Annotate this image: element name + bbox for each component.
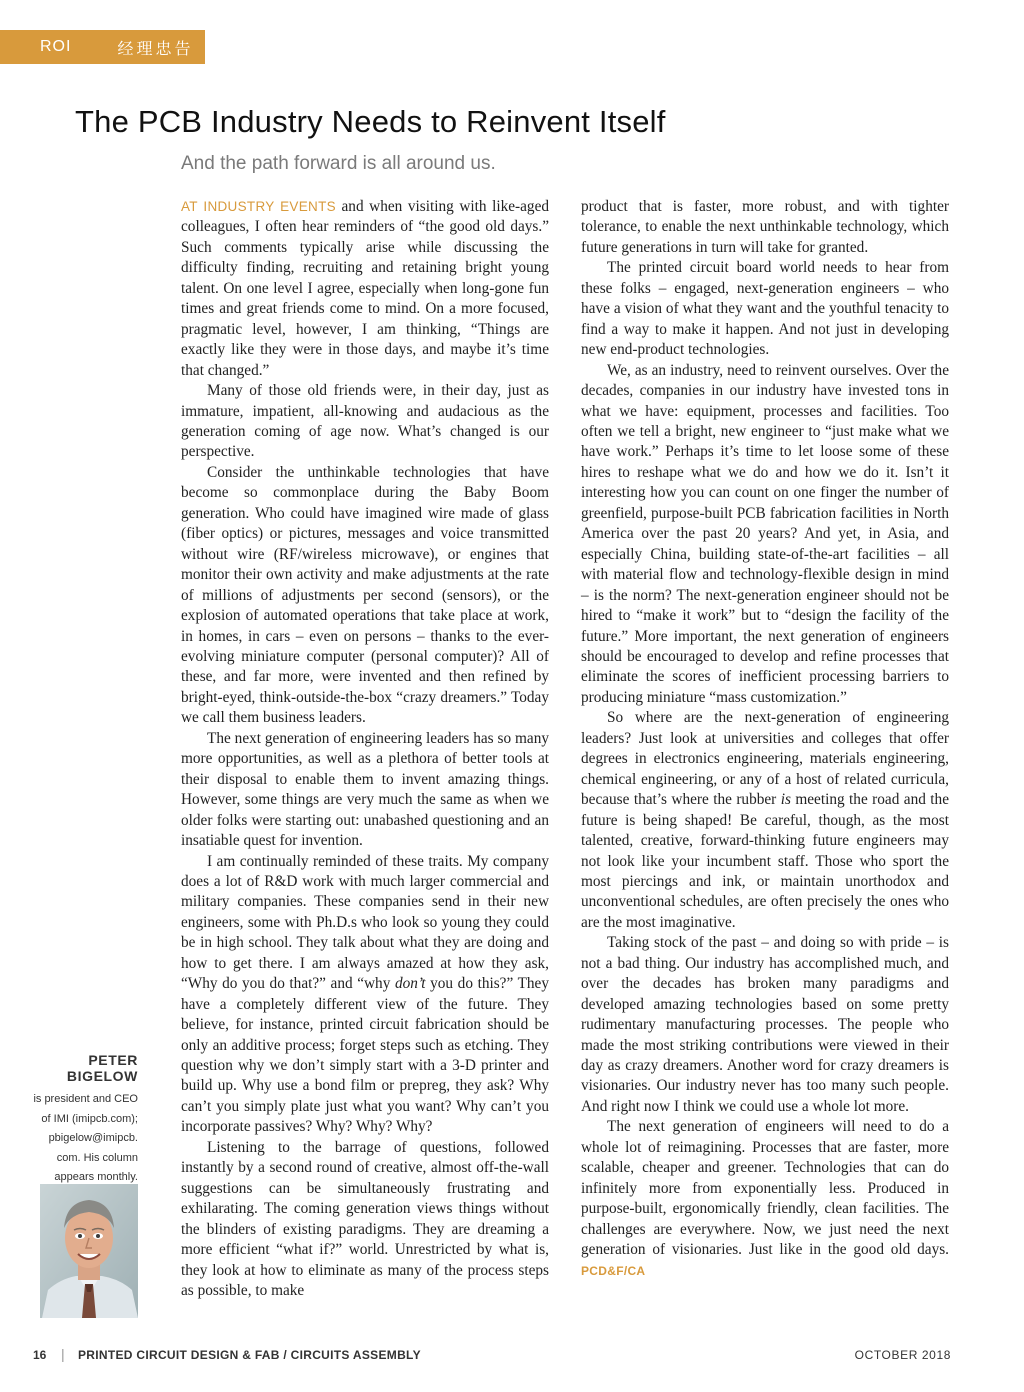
- article-paragraph: [581, 708, 949, 933]
- issue-date: OCTOBER 2018: [854, 1348, 951, 1362]
- paragraph-text: I am continually reminded of these traits. My company does a lot of R&D work with much larger commercial and military companies. These companies send in their new engineers, some with Ph.D.s who look so young they could be in high school. They talk about what they are doing and how to get there. I am always amazed at how they ask, “Why do you do that?” and “why: [181, 852, 549, 993]
- article-paragraph: We, as an industry, need to reinvent ourselves. Over the decades, companies in our industry have invested tons in what we have: equipment, processes and facilities. Too often we tell a bright, new engineer to “just make what we have work.” Perhaps it’s time to let loose some of these hires to reshape what we do and how we do it. Isn’t it interesting how you can count on one finger the number of greenfield, purpose-built PCB fabrication facilities in North America over the past 20 years? And yet, in Asia, and especially China, building state-of-the-art facilities – all with material flow and technology-flexible design in mind – is the norm? The next-generation engineer should not be hired to “make it work” but to “design the facility of the future.” More important, the next generation of engineers should be encouraged to develop and refine processes that eliminate the scores of inefficient processing barriers to producing miniature “mass customization.”: [581, 361, 949, 706]
- author-box: [20, 1052, 138, 1188]
- article-title: The PCB Industry Needs to Reinvent Itself: [75, 104, 666, 139]
- article-paragraph: product that is faster, more robust, and with tighter tolerance, to enable the next unthinkable technology, which future generations in turn will take for granted.: [581, 198, 949, 256]
- author-bio-line: pbigelow@imipcb.: [48, 1132, 138, 1145]
- author-bio-line: of IMI (imipcb.com);: [41, 1112, 138, 1125]
- author-portrait-graphic: [40, 1184, 138, 1318]
- article-column-right: [581, 197, 949, 1281]
- article-paragraph: Many of those old friends were, in their day, just as immature, impatient, all-knowing and audacious as the generation coming of age now. What’s changed is our perspective.: [181, 382, 549, 461]
- footer-separator: |: [61, 1346, 65, 1362]
- publication-name: PRINTED CIRCUIT DESIGN & FAB / CIRCUITS ASSEMBLY: [78, 1348, 421, 1362]
- signoff: PCD&F/CA: [581, 1263, 646, 1278]
- page-number: 16: [33, 1348, 47, 1362]
- emphasis-text: don’t: [394, 975, 426, 993]
- article-paragraph: [181, 852, 549, 1138]
- paragraph-text: So where are the next-generation of engineering leaders? Just look at universities and colleges that offer degrees in electronics engineering, materials engineering, chemical engineering, or any of a host of related curricula, because that’s where the rubber: [581, 709, 949, 809]
- paragraph-text: meeting the road and the future is being shaped! Be careful, though, as the most talented, creative, forward-thinking future engineers may not look like your incumbent staff. Those who sport the most piercings and ink, or maintain unorthodox and unconventional schedules, are often precisely the ones who are the most imaginative.: [581, 791, 949, 931]
- article-paragraph: The next generation of engineering leaders has so many more opportunities, as well as a plethora of better tools at their disposal to enable them to invent amazing things. However, some things are very much the same as when we older folks were starting out: unabashed questioning and an insatiable quest for invention.: [181, 729, 549, 850]
- emphasis-text: is: [780, 791, 791, 809]
- author-photo: [40, 1184, 138, 1318]
- author-bio-line: is president and CEO: [33, 1093, 138, 1105]
- article-column-left: [181, 197, 549, 1301]
- article-deck: And the path forward is all around us.: [181, 153, 496, 174]
- page-footer: [33, 1348, 951, 1364]
- author-bio-line: com. His column: [56, 1151, 138, 1164]
- article-paragraph: [181, 197, 549, 381]
- article-paragraph: The printed circuit board world needs to hear from these folks – engaged, next-generation engineers – who have a vision of what they want and the youthful tenacity to find a way to make it happen. And not just in developing new end-product technologies.: [581, 259, 949, 359]
- article-paragraph: Listening to the barrage of questions, followed instantly by a second round of creative, almost off-the-wall suggestions can be simultaneously frustrating and exhilarating. The coming generation views things without the blinders of existing paradigms. They are dreaming a more efficient “what if?” world. Unrestricted by what is, they look at how to eliminate as many of the process steps as possible, to make: [181, 1138, 549, 1300]
- article-paragraph: Taking stock of the past – and doing so with pride – is not a bad thing. Our industry has accomplished much, and over the decades has broken many paradigms and developed amazing technologies based on some pretty rudimentary manufacturing processes. The people who made the most striking contributions were viewed in their day as crazy dreamers. Another word for crazy dreamers is visionaries. Our industry never has too many such people. And right now I think we could use a whole lot more.: [581, 934, 949, 1115]
- paragraph-text: and when visiting with like-aged colleagues, I often hear reminders of “the good old days.” Such comments typically arise while discussing the difficulty finding, recruiting and retaining bright young talent. On one level I agree, especially when long-gone fun times and great friends come to mind. On a more focused, pragmatic level, however, I am thinking, “Things are exactly like they were in those days, and maybe it’s time that changed.”: [181, 198, 550, 379]
- author-bio-line: appears monthly.: [54, 1171, 138, 1184]
- paragraph-text: The next generation of engineers will need to do a whole lot of reimagining. Processes that are faster, more scalable, cheaper and greener. Technologies that can do infinitely more from exponentially less. Produced in purpose-built, ergonomically friendly, clean facilities. The challenges are everywhere. Now, we just need the next generation of visionaries. Just like in the good old days.: [581, 1118, 949, 1259]
- author-name: PETER BIGELOW: [66, 1052, 138, 1084]
- article-paragraph: Consider the unthinkable technologies that have become so commonplace during the Baby Boom generation. Who could have imagined wire made of glass (fiber optics) or pictures, messages and voice transmitted without wire (RF/wireless microwave), or engines that monitor their own activity and make adjustments at the rate of millions of adjustments per second (sensors), or the explosion of automated operations that take place at work, in homes, in cars – even on persons – thanks to the ever-evolving miniature computer (personal computer)? All of these, and far more, were invented and then refined by bright-eyed, think-outside-the-box “crazy dreamers.” Today we call them business leaders.: [181, 463, 549, 727]
- article-paragraph: [581, 1117, 949, 1281]
- author-bio: [20, 1090, 138, 1188]
- lead-in: AT INDUSTRY EVENTS: [181, 199, 336, 214]
- section-code: ROI: [40, 38, 72, 55]
- section-chinese-label: 经理忠告: [117, 38, 194, 58]
- section-tag: [0, 30, 205, 64]
- paragraph-text: you do this?” They have a completely different view of the future. They believe, for instance, printed circuit fabrication should be only an additive process; forget steps such as etching. They question why we don’t simply start with a 3-D printer and build up. Why use a bond film or prepreg, they ask? Why can’t you simply plate just what you want? Why can’t you incorporate passives? Why? Why? Why?: [181, 975, 549, 1136]
